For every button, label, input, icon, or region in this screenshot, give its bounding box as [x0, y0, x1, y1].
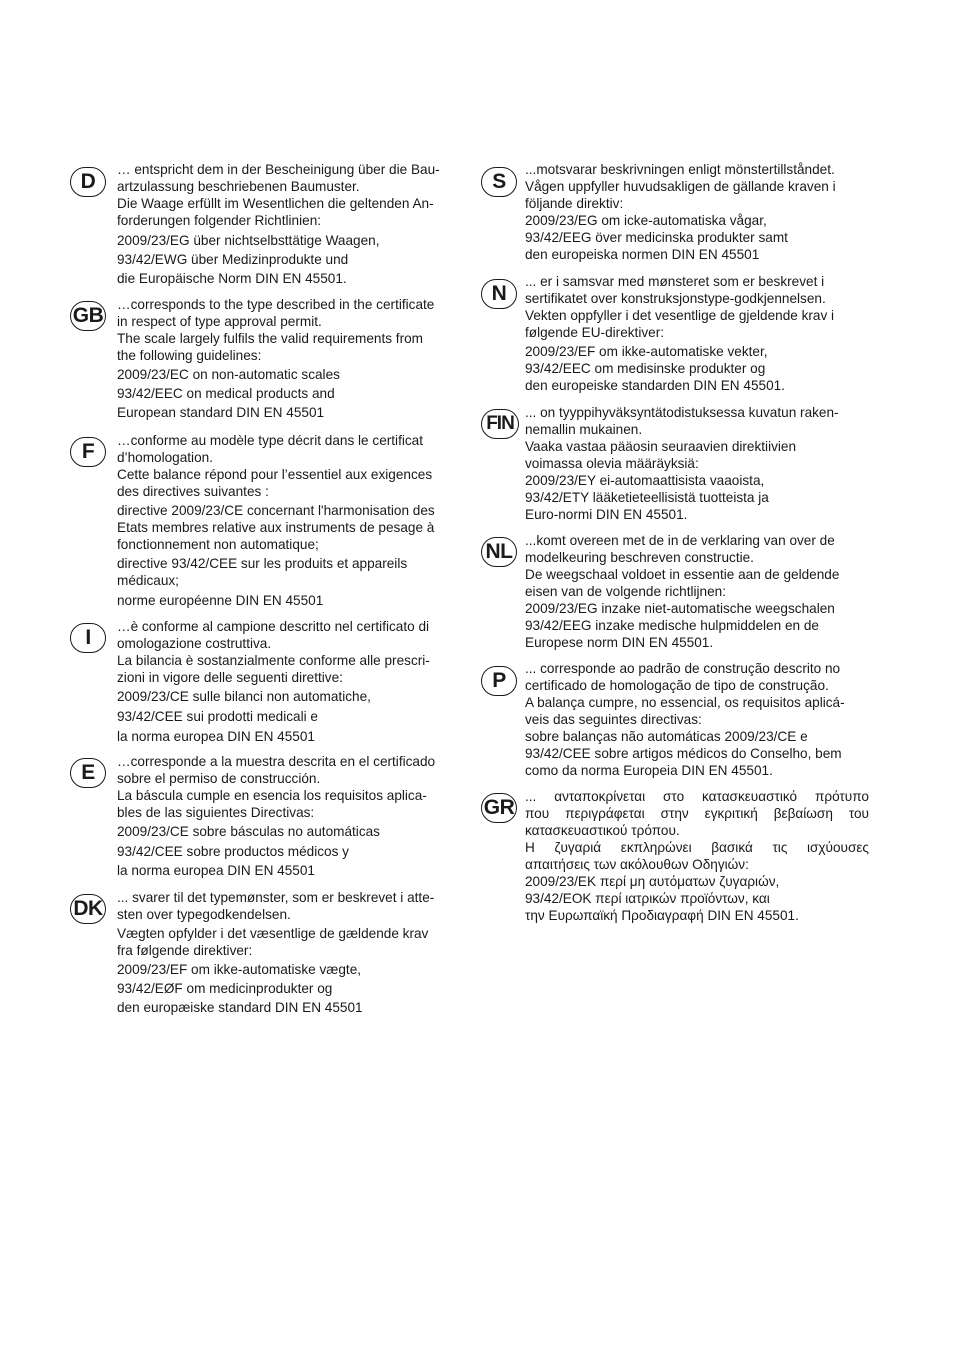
text-line: La bilancia è sostanzialmente conforme alle prescri-	[117, 653, 430, 668]
text-line: eisen van de volgende richtlijnen:	[525, 584, 727, 599]
section-i-text	[117, 618, 461, 745]
language-badge-d: D	[70, 167, 106, 197]
section-d-text	[117, 161, 461, 287]
language-badge-f: F	[70, 437, 106, 467]
text-line: the following guidelines:	[117, 348, 262, 363]
text-line: 93/42/EWG über Medizinprodukte und	[117, 252, 349, 267]
text-line: la norma europea DIN EN 45501	[117, 863, 315, 878]
text-line: fonctionnement non automatique;	[117, 537, 319, 552]
text-line: fra følgende direktiver:	[117, 943, 253, 958]
text-line: bles de las siguientes Directivas:	[117, 805, 315, 820]
text-line: sertifikatet over konstruksjonstype-godkjennelsen.	[525, 291, 826, 306]
text-line: die Europäische Norm DIN EN 45501.	[117, 271, 347, 286]
text-line: des directives suivantes :	[117, 484, 269, 499]
text-line: A balança cumpre, no essencial, os requisitos aplicá-	[525, 695, 845, 710]
text-line: Vågen uppfyller huvudsakligen de gällande kraven i	[525, 179, 836, 194]
text-line: Euro-normi DIN EN 45501.	[525, 507, 688, 522]
text-line: den europæiske standard DIN EN 45501	[117, 1000, 363, 1015]
text-line: κατασκευαστικού τρόπου.	[525, 823, 680, 838]
text-line: 2009/23/EF om ikke-automatiske vekter,	[525, 344, 768, 359]
text-line: απαιτήσεις των ακόλουθων Οδηγιών:	[525, 857, 749, 872]
text-line: veis das seguintes directivas:	[525, 712, 702, 727]
text-line: Vekten oppfyller i det vesentlige de gjeldende krav i	[525, 308, 835, 323]
section-f-text	[117, 432, 461, 609]
text-line: forderungen folgender Richtlinien:	[117, 213, 322, 228]
text-line: 93/42/EØF om medicinprodukter og	[117, 981, 333, 996]
text-line: omologazione costruttiva.	[117, 636, 272, 651]
text-line: ... ανταποκρίνεται στο κατασκευαστικό πρότυπο	[525, 789, 869, 804]
text-line: 93/42/CEE sui prodotti medicali e	[117, 709, 318, 724]
section-fin-text	[525, 404, 870, 523]
text-line: ... svarer til det typemønster, som er beskrevet i atte-	[117, 890, 435, 905]
text-line: ... er i samsvar med mønsteret som er beskrevet i	[525, 274, 825, 289]
text-line: 2009/23/EF om ikke-automatiske vægte,	[117, 962, 362, 977]
text-line: Η ζυγαριά εκπληρώνει βασικά τις ισχύουσες	[525, 840, 869, 855]
text-line: 93/42/ETY lääketieteellisistä tuotteista ja	[525, 490, 769, 505]
text-line: Cette balance répond pour l’essentiel aux exigences	[117, 467, 433, 482]
section-p-text	[525, 660, 870, 779]
text-line: voimassa olevia määräyksiä:	[525, 456, 699, 471]
section-nl-text	[525, 532, 870, 651]
text-line: zioni in vigore delle seguenti direttive:	[117, 670, 343, 685]
section-gr-text	[525, 788, 869, 924]
text-line: 2009/23/EG om icke-automatiska vågar,	[525, 213, 767, 228]
text-line: ... on tyyppihyväksyntätodistuksessa kuvatun raken-	[525, 405, 839, 420]
section-gb-text	[117, 296, 461, 421]
text-line: Europese norm DIN EN 45501.	[525, 635, 714, 650]
text-line: 2009/23/CE sobre básculas no automáticas	[117, 824, 380, 839]
text-line: 2009/23/ΕΚ περί μη αυτόματων ζυγαριών,	[525, 874, 780, 889]
text-line: certificado de homologação de tipo de construção.	[525, 678, 829, 693]
text-line: la norma europea DIN EN 45501	[117, 729, 315, 744]
text-line: 93/42/EEG inzake medische hulpmiddelen en de	[525, 618, 819, 633]
text-line: följande direktiv:	[525, 196, 624, 211]
language-badge-gb: GB	[70, 301, 106, 331]
text-line: 2009/23/CE sulle bilanci non automatiche,	[117, 689, 371, 704]
text-line: den europeiske standarden DIN EN 45501.	[525, 378, 785, 393]
text-line: 93/42/CEE sobre artigos médicos do Conselho, bem	[525, 746, 842, 761]
text-line: 93/42/EEG över medicinska produkter samt	[525, 230, 788, 245]
text-line: nemallin mukainen.	[525, 422, 643, 437]
text-line: European standard DIN EN 45501	[117, 405, 325, 420]
language-badge-fin: FIN	[481, 409, 519, 439]
text-line: De weegschaal voldoet in essentie aan de geldende	[525, 567, 840, 582]
text-line: in respect of type approval permit.	[117, 314, 322, 329]
text-line: médicaux;	[117, 573, 179, 588]
text-line: Die Waage erfüllt im Wesentlichen die geltenden An-	[117, 196, 434, 211]
text-line: norme européenne DIN EN 45501	[117, 593, 324, 608]
text-line: sobre el permiso de construcción.	[117, 771, 321, 786]
language-badge-n: N	[481, 279, 517, 309]
language-badge-dk: DK	[70, 894, 106, 924]
text-line: d’homologation.	[117, 450, 213, 465]
text-line: 93/42/EEC on medical products and	[117, 386, 335, 401]
language-badge-p: P	[481, 666, 517, 696]
text-line: … entspricht dem in der Bescheinigung über die Bau-	[117, 162, 440, 177]
text-line: ...motsvarar beskrivningen enligt mönstertillståndet.	[525, 162, 835, 177]
text-line: The scale largely fulfils the valid requirements from	[117, 331, 423, 346]
text-line: 93/42/ΕΟΚ περί ιατρικών προϊόντων, και	[525, 891, 770, 906]
text-line: den europeiska normen DIN EN 45501	[525, 247, 760, 262]
section-dk-text	[117, 889, 461, 1016]
section-e-text	[117, 753, 461, 879]
text-line: …corresponde a la muestra descrita en el certificado	[117, 754, 436, 769]
text-line: 2009/23/EC on non-automatic scales	[117, 367, 340, 382]
text-line: …conforme au modèle type décrit dans le certificat	[117, 433, 424, 448]
language-badge-i: I	[70, 623, 106, 653]
text-line: sten over typegodkendelsen.	[117, 907, 291, 922]
text-line: artzulassung beschriebenen Baumuster.	[117, 179, 360, 194]
text-line: 2009/23/EG inzake niet-automatische weegschalen	[525, 601, 835, 616]
text-line: ...komt overeen met de in de verklaring van over de	[525, 533, 835, 548]
language-badge-s: S	[481, 167, 517, 197]
section-s-text	[525, 161, 870, 263]
text-line: La báscula cumple en esencia los requisitos aplica-	[117, 788, 427, 803]
text-line: την Ευρωπαϊκή Προδιαγραφή DIN EN 45501.	[525, 908, 799, 923]
text-line: 2009/23/EG über nichtselbsttätige Waagen,	[117, 233, 380, 248]
text-line: Etats membres relative aux instruments de pesage à	[117, 520, 435, 535]
text-line: …è conforme al campione descritto nel certificato di	[117, 619, 430, 634]
text-line: Vægten opfylder i det væsentlige de gældende krav	[117, 926, 429, 941]
text-line: como da norma Europeia DIN EN 45501.	[525, 763, 773, 778]
text-line: που περιγράφεται στην εγκριτική βεβαίωση του	[525, 806, 869, 821]
language-badge-gr: GR	[481, 793, 517, 823]
language-badge-e: E	[70, 758, 106, 788]
text-line: sobre balanças não automáticas 2009/23/CE e	[525, 729, 808, 744]
text-line: følgende EU-direktiver:	[525, 325, 665, 340]
text-line: Vaaka vastaa pääosin seuraavien direktiivien	[525, 439, 797, 454]
text-line: 2009/23/EY ei-automaattisista vaaoista,	[525, 473, 765, 488]
section-n-text	[525, 273, 870, 394]
text-line: 93/42/CEE sobre productos médicos y	[117, 844, 349, 859]
language-badge-nl: NL	[481, 537, 517, 567]
text-line: modelkeuring beschreven constructie.	[525, 550, 754, 565]
text-line: …corresponds to the type described in the certificate	[117, 297, 435, 312]
text-line: directive 2009/23/CE concernant l'harmonisation des	[117, 503, 435, 518]
text-line: directive 93/42/CEE sur les produits et appareils	[117, 556, 408, 571]
text-line: ... corresponde ao padrão de construção descrito no	[525, 661, 841, 676]
text-line: 93/42/EEC om medisinske produkter og	[525, 361, 766, 376]
